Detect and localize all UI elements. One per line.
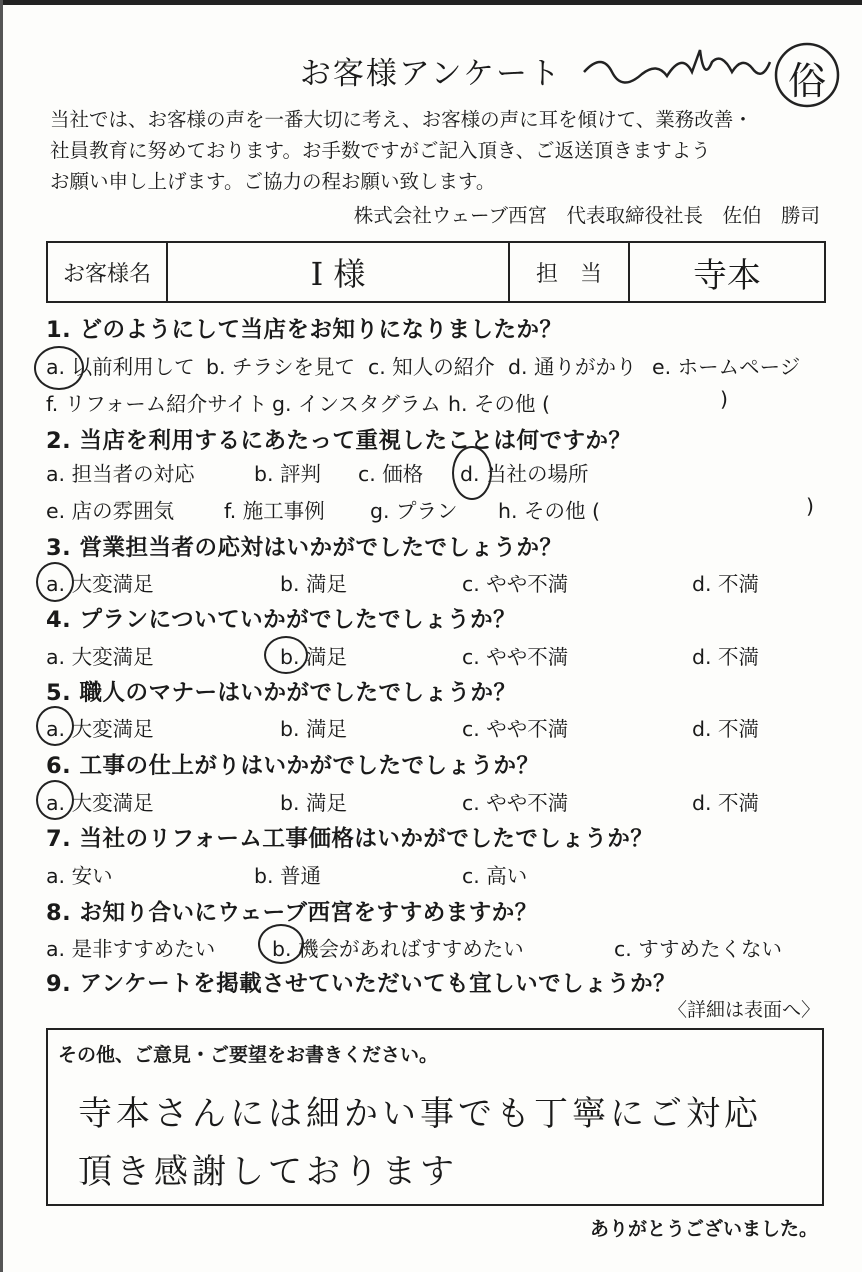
q1-option-d[interactable]: d. 通りがかり <box>508 355 637 379</box>
q2-option-c[interactable]: c. 価格 <box>358 462 424 486</box>
q2-option-g[interactable]: g. プラン <box>370 499 458 523</box>
question-7: 7. 当社のリフォーム工事価格はいかがでしたでしょうか？ <box>46 826 654 852</box>
q6-option-a[interactable]: a. 大変満足 <box>46 791 154 815</box>
q4-selection-circle <box>264 636 308 674</box>
question-2: 2. 当店を利用するにあたって重視したことは何ですか？ <box>46 428 632 454</box>
scan-edge-left <box>0 0 3 1272</box>
q2-option-b[interactable]: b. 評判 <box>254 462 322 486</box>
q5-selection-circle <box>36 706 74 746</box>
detail-note: 〈詳細は表面へ〉 <box>667 999 820 1021</box>
q5-option-a[interactable]: a. 大変満足 <box>46 717 154 741</box>
q1-option-e[interactable]: e. ホームページ <box>652 355 801 379</box>
question-6: 6. 工事の仕上がりはいかがでしたでしょうか？ <box>46 753 540 779</box>
q4-option-c[interactable]: c. やや不満 <box>462 645 569 669</box>
comment-line-1: 寺本さんには細かい事でも丁寧にご対応 <box>78 1094 762 1134</box>
q1-option-g[interactable]: g. インスタグラム <box>272 392 441 416</box>
q7-option-b[interactable]: b. 普通 <box>254 864 322 888</box>
handwritten-date-icon <box>582 42 772 102</box>
question-8: 8. お知り合いにウェーブ西宮をすすめますか？ <box>46 900 538 926</box>
intro-paragraph: 当社では、お客様の声を一番大切に考え、お客様の声に耳を傾けて、業務改善・ 社員教育に努めております。お手数ですがご記入頂き、ご返送頂きますよう お願い申し上げます。ご協力の程お願い致します。 <box>50 108 753 193</box>
customer-header-table <box>46 241 826 303</box>
question-3: 3. 営業担当者の応対はいかがでしたでしょうか？ <box>46 535 563 561</box>
q2-option-e[interactable]: e. 店の雰囲気 <box>46 499 175 523</box>
q8-selection-circle <box>258 924 304 964</box>
question-5: 5. 職人のマナーはいかがでしたでしょうか？ <box>46 680 517 706</box>
page-title: お客様アンケート <box>299 56 563 92</box>
q5-option-c[interactable]: c. やや不満 <box>462 717 569 741</box>
q3-selection-circle <box>36 562 74 602</box>
q1-option-a[interactable]: a. 以前利用して <box>46 355 195 379</box>
q2-option-d[interactable]: d. 当社の場所 <box>460 462 589 486</box>
q8-option-a[interactable]: a. 是非すすめたい <box>46 937 216 961</box>
q2-selection-circle <box>452 446 492 500</box>
comment-box[interactable] <box>46 1028 824 1206</box>
q3-option-b[interactable]: b. 満足 <box>280 572 348 596</box>
comment-line-2: 頂き感謝しております <box>78 1152 458 1192</box>
q1-option-h[interactable]: h. その他 ( <box>448 392 551 416</box>
q1-selection-circle <box>34 346 84 390</box>
question-1: 1. どのようにして当店をお知りになりましたか？ <box>46 317 563 343</box>
staff-label: 担 当 <box>510 243 630 301</box>
q7-option-a[interactable]: a. 安い <box>46 864 113 888</box>
question-9: 9. アンケートを掲載させていただいても宜しいでしょうか？ <box>46 971 677 997</box>
q2-option-h[interactable]: h. その他 ( <box>498 499 601 523</box>
customer-name-label: お客様名 <box>48 243 168 301</box>
q4-option-b[interactable]: b. 満足 <box>280 645 348 669</box>
seal-stamp: 俗 <box>772 40 842 110</box>
signer-line: 株式会社ウェーブ西宮 代表取締役社長 佐伯 勝司 <box>353 204 820 227</box>
q6-option-d[interactable]: d. 不満 <box>692 791 760 815</box>
q3-option-d[interactable]: d. 不満 <box>692 572 760 596</box>
question-4: 4. プランについていかがでしたでしょうか？ <box>46 607 517 633</box>
q3-option-c[interactable]: c. やや不満 <box>462 572 569 596</box>
customer-name-value[interactable]: I 様 <box>168 243 510 301</box>
q1-option-h-close: ) <box>720 387 728 411</box>
q6-selection-circle <box>36 780 74 820</box>
q1-option-f[interactable]: f. リフォーム紹介サイト <box>46 392 268 416</box>
q5-option-b[interactable]: b. 満足 <box>280 717 348 741</box>
q2-option-a[interactable]: a. 担当者の対応 <box>46 462 195 486</box>
q4-option-a[interactable]: a. 大変満足 <box>46 645 154 669</box>
q8-option-c[interactable]: c. すすめたくない <box>614 937 783 961</box>
staff-value[interactable]: 寺本 <box>693 255 761 296</box>
q1-option-b[interactable]: b. チラシを見て <box>206 355 356 379</box>
q2-option-f[interactable]: f. 施工事例 <box>224 499 325 523</box>
comment-label: その他、ご意見・ご要望をお書きください。 <box>58 1044 439 1066</box>
thanks-note: ありがとうございました。 <box>589 1218 818 1240</box>
q1-option-c[interactable]: c. 知人の紹介 <box>368 355 495 379</box>
q3-option-a[interactable]: a. 大変満足 <box>46 572 154 596</box>
q6-option-c[interactable]: c. やや不満 <box>462 791 569 815</box>
q8-option-b[interactable]: b. 機会があればすすめたい <box>272 937 524 961</box>
scan-edge-top <box>0 0 862 5</box>
q2-option-h-close: ) <box>806 494 814 518</box>
q4-option-d[interactable]: d. 不満 <box>692 645 760 669</box>
q7-option-c[interactable]: c. 高い <box>462 864 528 888</box>
q6-option-b[interactable]: b. 満足 <box>280 791 348 815</box>
q5-option-d[interactable]: d. 不満 <box>692 717 760 741</box>
